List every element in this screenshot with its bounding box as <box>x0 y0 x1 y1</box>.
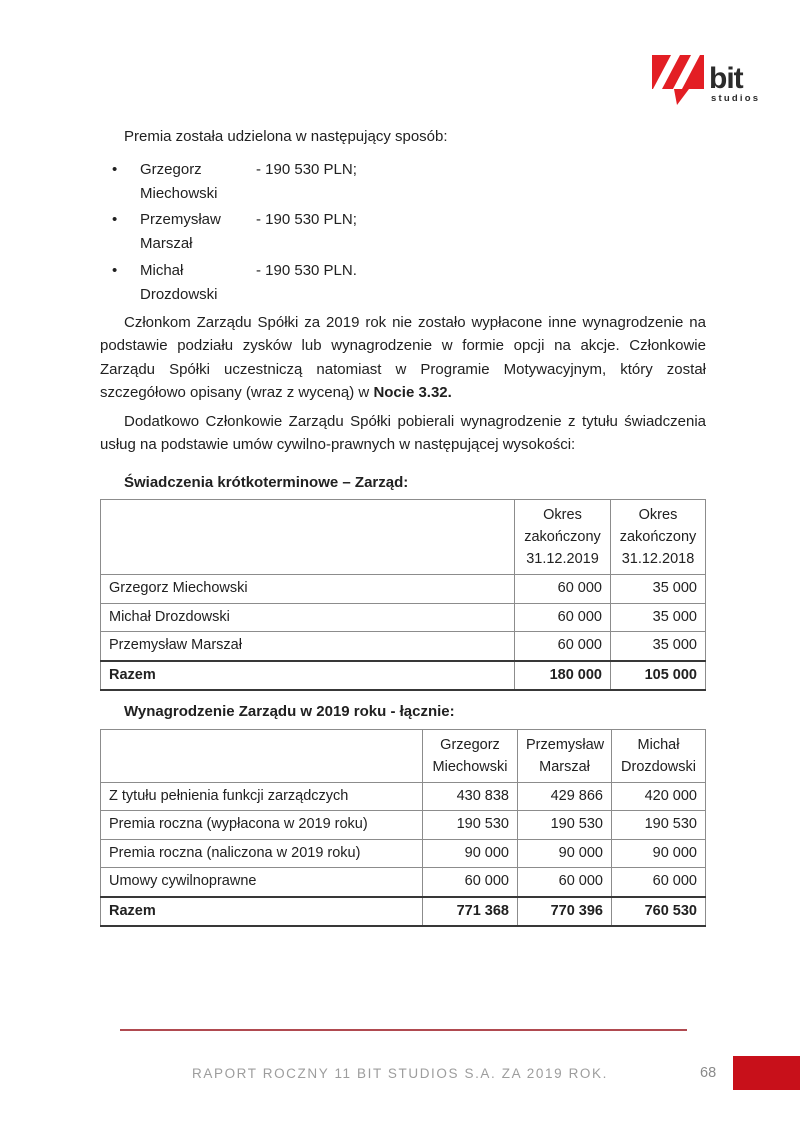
amount-cell: 429 866 <box>518 782 612 811</box>
bullet-icon: • <box>112 160 118 178</box>
column-header-drozdowski: Michał Drozdowski <box>612 729 706 782</box>
amount-cell: 420 000 <box>612 782 706 811</box>
amount-cell: 190 530 <box>423 811 518 840</box>
table-header-row <box>101 500 706 575</box>
amount-cell: 35 000 <box>611 603 706 632</box>
person-name: Grzegorz Miechowski <box>140 160 218 202</box>
row-label: Grzegorz Miechowski <box>101 575 515 604</box>
amount-cell: 430 838 <box>423 782 518 811</box>
total-amount-cell: 760 530 <box>612 897 706 927</box>
amount-cell: 90 000 <box>612 839 706 868</box>
note-reference: Nocie 3.32. <box>373 384 452 401</box>
column-header-period-2018: Okres zakończony 31.12.2018 <box>611 500 706 575</box>
amount-cell: 35 000 <box>611 632 706 661</box>
document-body <box>100 125 706 936</box>
amount-cell: 60 000 <box>423 868 518 897</box>
column-header-empty <box>101 500 515 575</box>
logo-word-studios: studios <box>711 93 761 104</box>
amount-cell: 60 000 <box>515 632 611 661</box>
row-label: Z tytułu pełnienia funkcji zarządczych <box>101 782 423 811</box>
logo-11-emblem-icon <box>652 55 704 105</box>
bonus-list <box>100 158 706 307</box>
table-row <box>101 839 706 868</box>
amount-cell: 35 000 <box>611 575 706 604</box>
list-item <box>100 158 706 206</box>
amount-cell: 190 530 <box>518 811 612 840</box>
paragraph-civil-contracts: Dodatkowo Członkowie Zarządu Spółki pobierali wynagrodzenie z tytułu świadczenia usług na podstawie umów cywilno-prawnych w następującej wysokości: <box>100 412 706 453</box>
table-row <box>101 868 706 897</box>
amount-cell: 90 000 <box>518 839 612 868</box>
total-label: Razem <box>101 661 515 691</box>
paragraph-remuneration-text: Członkom Zarządu Spółki za 2019 rok nie zostało wypłacone inne wynagrodzenie na podstawie podziału zysków lub wynagrodzenie w formie opcji na akcje. Członkowie Zarządu Spółki uczestniczą natomiast w Programie Motywacyjnym, który został szczegółowo opisany (wraz z wyceną) w <box>100 313 706 401</box>
column-header-marszal: Przemysław Marszał <box>518 729 612 782</box>
total-amount-cell: 771 368 <box>423 897 518 927</box>
amount-cell: 60 000 <box>515 575 611 604</box>
table-row <box>101 603 706 632</box>
column-header-empty <box>101 729 423 782</box>
amount-cell: 60 000 <box>518 868 612 897</box>
row-label: Premia roczna (naliczona w 2019 roku) <box>101 839 423 868</box>
table-row <box>101 632 706 661</box>
amount-cell: 60 000 <box>612 868 706 897</box>
company-logo <box>652 55 764 107</box>
table-header-row <box>101 729 706 782</box>
bonus-amount: - 190 530 PLN. <box>256 261 357 279</box>
footer-rule <box>120 1029 687 1031</box>
amount-cell: 90 000 <box>423 839 518 868</box>
total-amount-cell: 770 396 <box>518 897 612 927</box>
table1-heading: Świadczenia krótkoterminowe – Zarząd: <box>124 473 409 491</box>
total-amount-cell: 180 000 <box>515 661 611 691</box>
row-label: Michał Drozdowski <box>101 603 515 632</box>
list-item <box>100 259 706 307</box>
short-term-benefits-table <box>100 499 706 691</box>
row-label: Premia roczna (wypłacona w 2019 roku) <box>101 811 423 840</box>
table-row <box>101 811 706 840</box>
bonus-amount: - 190 530 PLN; <box>256 160 357 178</box>
page-number: 68 <box>700 1065 717 1081</box>
row-label: Przemysław Marszał <box>101 632 515 661</box>
lead-paragraph: Premia została udzielona w następujący sposób: <box>124 128 448 145</box>
table-row <box>101 575 706 604</box>
paragraph-remuneration <box>100 311 706 405</box>
amount-cell: 190 530 <box>612 811 706 840</box>
table-row <box>101 782 706 811</box>
total-label: Razem <box>101 897 423 927</box>
remuneration-total-table <box>100 729 706 928</box>
bullet-icon: • <box>112 211 118 228</box>
column-header-miechowski: Grzegorz Miechowski <box>423 729 518 782</box>
amount-cell: 60 000 <box>515 603 611 632</box>
person-name: Michał Drozdowski <box>140 261 218 303</box>
total-row <box>101 897 706 927</box>
bullet-icon: • <box>112 261 118 279</box>
logo-word-bit: bit <box>709 62 743 95</box>
footer-report-title: RAPORT ROCZNY 11 BIT STUDIOS S.A. ZA 2019 ROK. <box>192 1066 608 1081</box>
person-name: Przemysław Marszał <box>140 211 221 252</box>
total-amount-cell: 105 000 <box>611 661 706 691</box>
row-label: Umowy cywilnoprawne <box>101 868 423 897</box>
table2-heading: Wynagrodzenie Zarządu w 2019 roku - łącznie: <box>124 703 455 720</box>
total-row <box>101 661 706 691</box>
bonus-amount: - 190 530 PLN; <box>256 211 357 228</box>
column-header-period-2019: Okres zakończony 31.12.2019 <box>515 500 611 575</box>
list-item <box>100 208 706 256</box>
footer-accent-block <box>733 1056 800 1090</box>
